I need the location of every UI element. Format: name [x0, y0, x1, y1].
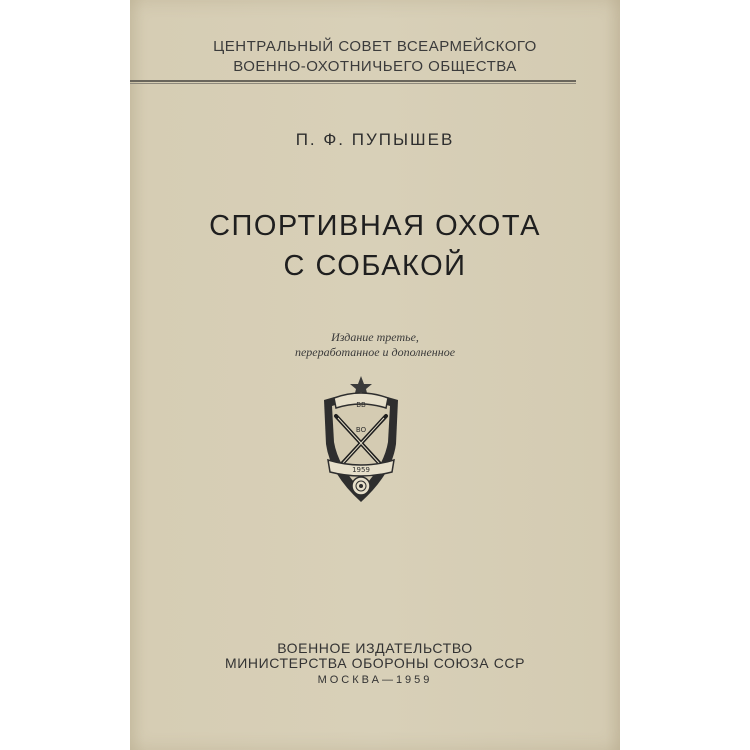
header-divider — [130, 80, 576, 84]
author-name: П. Ф. ПУПЫШЕВ — [295, 130, 455, 149]
publisher-line-1: ЦЕНТРАЛЬНЫЙ СОВЕТ ВСЕАРМЕЙСКОГО — [213, 38, 537, 55]
hunting-society-shield-icon — [316, 374, 406, 506]
imprint-line-1: ВОЕННОЕ ИЗДАТЕЛЬСТВО — [277, 640, 473, 656]
emblem-year: 1959 — [352, 466, 370, 474]
book-title-line-2: С СОБАКОЙ — [283, 250, 467, 282]
emblem-letters-top: ВВ — [356, 401, 366, 409]
imprint-city-year: МОСКВА—1959 — [317, 674, 433, 686]
imprint-line-2: МИНИСТЕРСТВА ОБОРОНЫ СОЮЗА ССР — [224, 655, 526, 671]
edition-line-1: Издание третье, — [331, 330, 419, 344]
publisher-line-2: ВОЕННО-ОХОТНИЧЬЕГО ОБЩЕСТВА — [233, 58, 517, 75]
title-page — [130, 0, 620, 750]
emblem-letters-middle: ВО — [355, 426, 367, 434]
edition-line-2: переработанное и дополненное — [294, 345, 456, 359]
book-title-line-1: СПОРТИВНАЯ ОХОТА — [209, 210, 541, 242]
